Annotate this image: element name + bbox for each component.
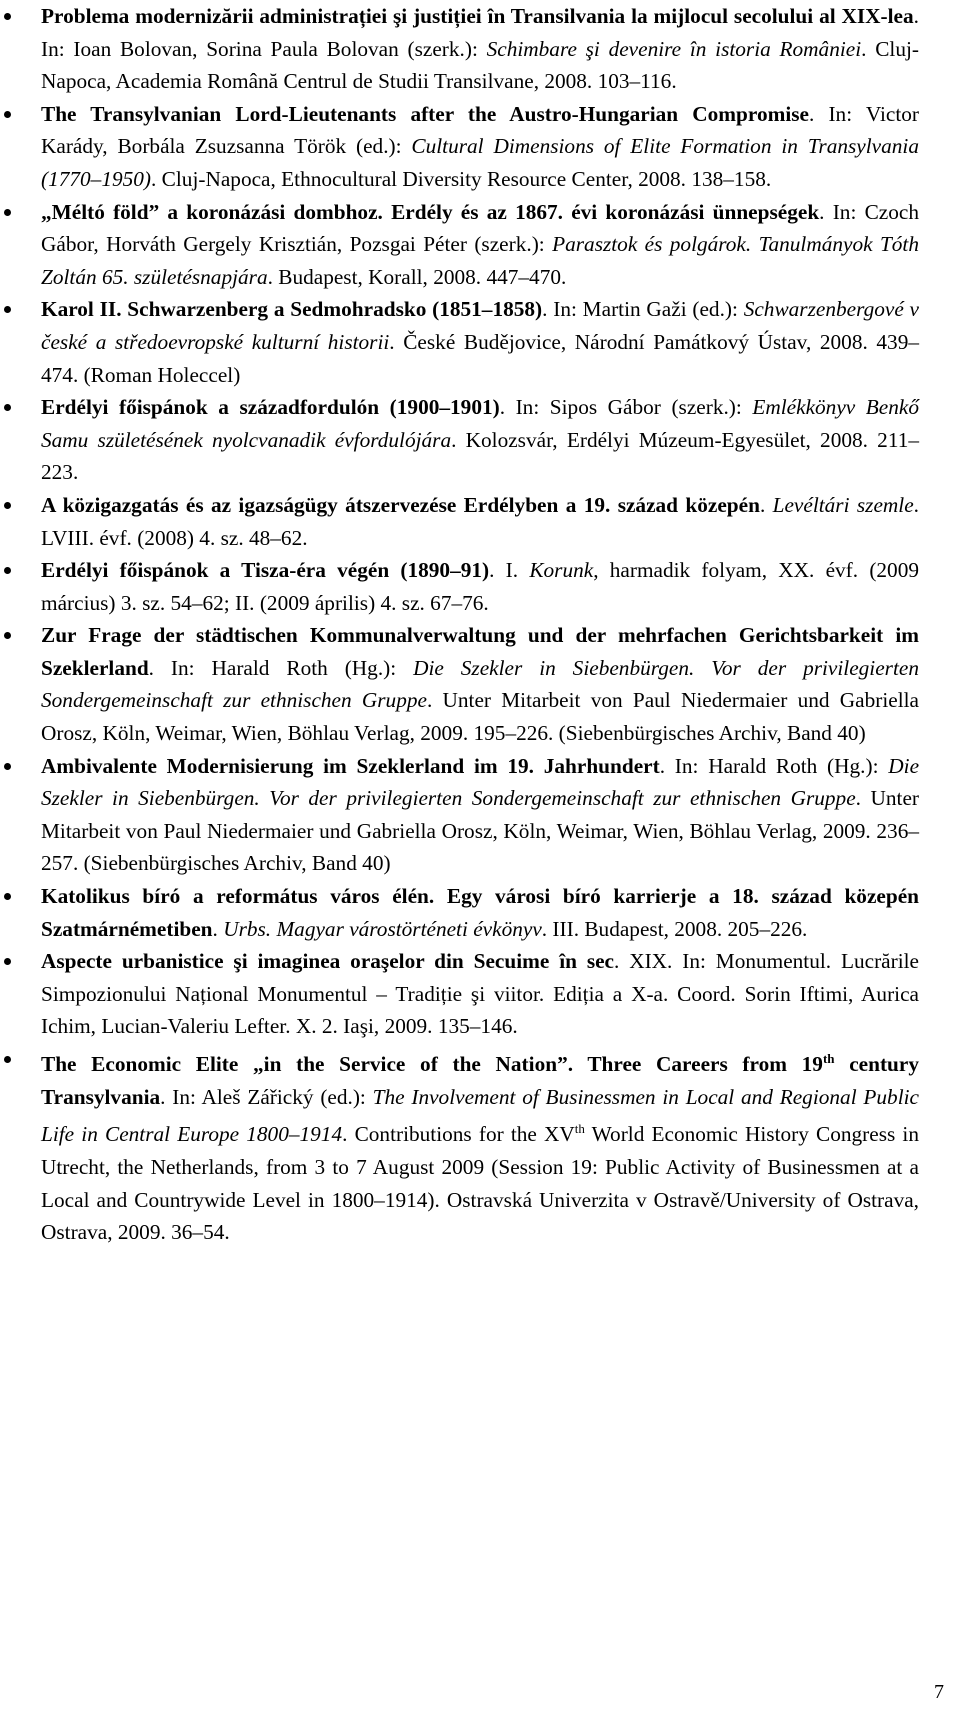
entry-title: Aspecte urbanistice şi imaginea oraşelor din Secuime în sec xyxy=(41,949,615,974)
entry-details: . LVIII. évf. (2008) 4. sz. 48–62. xyxy=(41,492,919,550)
entry-details: . Budapest, Korall, 2008. 447–470. xyxy=(267,264,567,289)
bibliography-entry xyxy=(0,880,919,945)
entry-publication: Urbs. Magyar várostörténeti évkönyv xyxy=(223,916,542,941)
entry-title: Zur Frage der städtischen Kommunalverwaltung und der mehrfachen Gerichtsbarkeit im Szeklerland xyxy=(41,623,919,680)
entry-publication: Korunk xyxy=(529,558,594,583)
entry-text xyxy=(41,297,919,386)
entry-text xyxy=(41,200,919,289)
entry-publication: Die Szekler in Siebenbürgen. Vor der privilegierten Sondergemeinschaft zur ethnischen Gruppe xyxy=(41,753,920,811)
bibliography-entry xyxy=(0,391,919,489)
bullet-icon xyxy=(4,502,11,509)
entry-text xyxy=(41,1052,919,1244)
entry-publication: Cultural Dimensions of Elite Formation in Transylvania (1770–1950) xyxy=(41,134,919,191)
bibliography-entry xyxy=(0,98,919,196)
bullet-icon xyxy=(4,13,11,20)
entry-details: . Cluj-Napoca, Academia Română Centrul de Studii Transilvane, 2008. 103–116. xyxy=(41,36,919,94)
entry-title: The Economic Elite „in the Service of the Nation”. Three Careers from 19 xyxy=(41,1052,823,1077)
bibliography-entry xyxy=(0,196,919,294)
bullet-icon xyxy=(4,958,11,965)
entry-details: World Economic History Congress in Utrecht, the Netherlands, from 3 to 7 August 2009 (Session 19: Public Activity of Businessmen at a Local and Countrywide Level in 1800–1914). Ostravská Univerzita v Ostravě/University of Ostrava, Ostrava, 2009. 36–54. xyxy=(41,1122,920,1245)
entry-title: A közigazgatás és az igazságügy átszervezése Erdélyben a 19. század közepén xyxy=(41,492,760,517)
bullet-icon xyxy=(4,209,11,216)
entry-publication: Emlékkönyv Benkő Samu születésének nyolcvanadik évfordulójára xyxy=(41,395,919,452)
bullet-icon xyxy=(4,893,11,900)
entry-details: . České Budějovice, Národní Památkový Ústav, 2008. 439–474. (Roman Holeccel) xyxy=(41,329,919,387)
page-number: 7 xyxy=(934,1681,944,1703)
entry-publication: Schwarzenbergové v české a středoevropské kulturní historii xyxy=(41,297,920,354)
entry-details: . Unter Mitarbeit von Paul Niedermaier und Gabriella Orosz, Köln, Weimar, Wien, Böhlau Verlag, 2009. 236–257. (Siebenbürgisches Archiv, Band 40) xyxy=(41,786,920,876)
entry-publication: Levéltári szemle xyxy=(772,492,914,517)
entry-superscript: th xyxy=(822,1051,835,1066)
bullet-icon xyxy=(4,404,11,411)
entry-publication: Schimbare şi devenire în istoria României xyxy=(486,36,862,61)
entry-details: . In: Sipos Gábor (szerk.): xyxy=(499,395,753,420)
entry-publication: The Involvement of Businessmen in Local and Regional Public Life in Central Europe 1800–1914 xyxy=(41,1084,919,1147)
bibliography-entry xyxy=(0,0,919,98)
entry-title: Katolikus bíró a református város élén. Egy városi bíró karrierje a 18. század közepén Szatmárnémetiben xyxy=(41,884,919,941)
bibliography-entry xyxy=(0,945,919,1043)
entry-text xyxy=(41,558,919,615)
entry-text xyxy=(41,884,919,941)
entry-details: . I. xyxy=(489,558,530,583)
bullet-icon xyxy=(4,306,11,313)
entry-details: . In: Ioan Bolovan, Sorina Paula Bolovan (szerk.): xyxy=(41,4,919,61)
entry-details: . In: Aleš Zářický (ed.): xyxy=(160,1084,373,1109)
entry-title: „Méltó föld” a koronázási dombhoz. Erdély és az 1867. évi koronázási ünnepségek xyxy=(41,199,820,224)
entry-text xyxy=(41,623,919,745)
entry-details: . III. Budapest, 2008. 205–226. xyxy=(541,916,808,941)
entry-publication: Parasztok és polgárok. Tanulmányok Tóth Zoltán 65. születésnapjára xyxy=(41,232,920,289)
bullet-icon xyxy=(4,567,11,574)
entry-details: . In: Harald Roth (Hg.): xyxy=(659,753,889,778)
entry-details: . In: Victor Karády, Borbála Zsuzsanna Török (ed.): xyxy=(41,101,920,159)
bibliography-entry xyxy=(0,293,919,391)
entry-text xyxy=(41,395,919,484)
entry-text xyxy=(41,493,919,550)
entry-text xyxy=(41,4,919,93)
entry-details: . Unter Mitarbeit von Paul Niedermaier und Gabriella Orosz, Köln, Weimar, Wien, Böhlau Verlag, 2009. 195–226. (Siebenbürgisches Archiv, Band 40) xyxy=(41,688,919,746)
entry-title: Erdélyi főispánok a Tisza-éra végén (1890–91) xyxy=(41,558,490,583)
bibliography-entry xyxy=(0,489,919,554)
entry-details: . xyxy=(759,492,773,517)
entry-details: , harmadik folyam, XX. évf. (2009 március) 3. sz. 54–62; II. (2009 április) 4. sz. 67–76. xyxy=(41,558,920,615)
bullet-icon xyxy=(4,632,11,639)
bullet-icon xyxy=(4,763,11,770)
entry-title: century Transylvania xyxy=(41,1052,919,1109)
entry-superscript: th xyxy=(574,1121,585,1137)
entry-details: . In: Martin Gaži (ed.): xyxy=(542,297,744,322)
entry-title: Karol II. Schwarzenberg a Sedmohradsko (1851–1858) xyxy=(41,297,543,322)
bibliography-entry xyxy=(0,750,919,880)
entry-title: Erdélyi főispánok a századfordulón (1900–1901) xyxy=(41,395,500,420)
entry-text xyxy=(41,949,919,1038)
entry-title: Ambivalente Modernisierung im Szeklerland im 19. Jahrhundert xyxy=(41,753,660,778)
bullet-icon xyxy=(4,1056,11,1063)
bibliography-entry xyxy=(0,619,919,749)
entry-text xyxy=(41,754,919,876)
entry-details: . Cluj-Napoca, Ethnocultural Diversity Resource Center, 2008. 138–158. xyxy=(151,166,772,191)
entry-details: . In: Harald Roth (Hg.): xyxy=(148,655,414,680)
entry-publication: Die Szekler in Siebenbürgen. Vor der privilegierten Sondergemeinschaft zur ethnischen Gruppe xyxy=(41,655,919,713)
bibliography-entry xyxy=(0,554,919,619)
entry-details: . In: Czoch Gábor, Horváth Gergely Krisztián, Pozsgai Péter (szerk.): xyxy=(41,199,919,257)
entry-text xyxy=(41,102,919,191)
entry-title: Problema modernizării administrației şi justiției în Transilvania la mijlocul secolului al XIX-lea xyxy=(41,4,914,28)
bibliography-entry xyxy=(0,1043,919,1249)
entry-title: The Transylvanian Lord-Lieutenants after the Austro-Hungarian Compromise xyxy=(41,101,809,126)
bullet-icon xyxy=(4,111,11,118)
entry-details: . xyxy=(212,916,224,941)
entry-details: . Kolozsvár, Erdélyi Múzeum-Egyesület, 2008. 211–223. xyxy=(41,427,919,485)
entry-details: . XIX. In: Monumentul. Lucrările Simpozionului Național Monumentul – Tradiție şi viitor. Ediția a X-a. Coord. Sorin Iftimi, Aurica Ichim, Lucian-Valeriu Lefter. X. 2. Iaşi, 2009. 135–146. xyxy=(41,949,920,1039)
entry-details: . Contributions for the XV xyxy=(342,1122,575,1147)
